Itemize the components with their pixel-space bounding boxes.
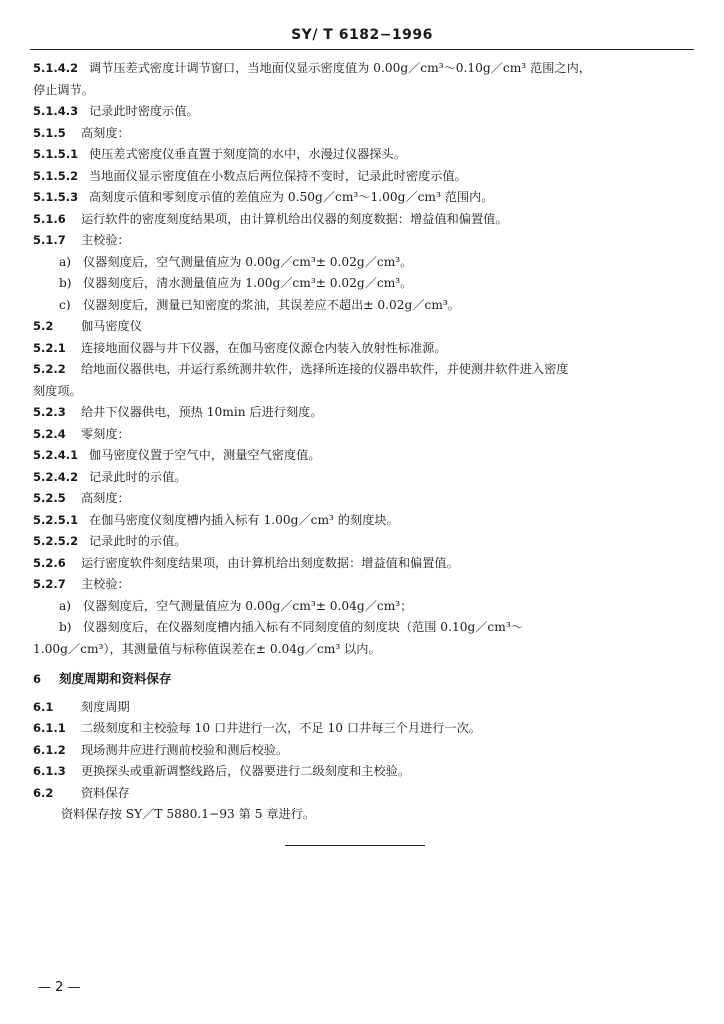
clause-number: 5.2.5	[33, 491, 66, 505]
clause-text: 仪器刻度后，空气测量值应为 0.00g／cm³± 0.04g／cm³；	[83, 598, 413, 613]
clause-line	[33, 617, 683, 639]
clause-line	[33, 123, 683, 145]
document-body	[33, 58, 683, 826]
clause-line	[33, 804, 683, 826]
clause-line	[33, 295, 683, 317]
clause-line	[33, 230, 683, 252]
standard-number-header: SY/ T 6182−1996	[291, 27, 433, 43]
clause-text: 刻度周期	[81, 699, 130, 714]
clause-number: 5.2.5.1	[33, 512, 79, 527]
clause-number: 5.2.5.2	[33, 534, 79, 548]
clause-line	[33, 718, 683, 740]
clause-text: 资料保存按 SY／T 5880.1−93 第 5 章进行。	[61, 807, 316, 821]
clause-number: 6.1.3	[33, 764, 66, 778]
clause-line	[33, 58, 683, 80]
clause-line	[33, 445, 683, 467]
clause-number: 5.2	[33, 319, 54, 333]
clause-text: 伽马密度仪置于空气中，测量空气密度值。	[89, 448, 321, 462]
clause-number: 5.2.4	[33, 426, 66, 441]
clause-text: 高刻度：	[81, 125, 130, 140]
item-letter: b)	[59, 276, 72, 290]
clause-text: 当地面仪显示密度值在小数点后两位保持不变时，记录此时密度示值。	[89, 168, 467, 183]
clause-line	[33, 338, 683, 360]
clause-text: 停止调节。	[33, 82, 94, 97]
item-letter: c)	[59, 297, 71, 312]
clause-number: 6.1.2	[33, 742, 66, 757]
clause-text: 主校验：	[81, 233, 130, 247]
section-6-number: 6	[33, 672, 42, 686]
clause-number: 5.2.3	[33, 405, 66, 419]
clause-line	[33, 488, 683, 510]
clause-line	[33, 144, 683, 166]
clause-text: 资料保存	[81, 785, 130, 800]
clause-text: 二级刻度和主校验每 10 口井进行一次，不足 10 口井每三个月进行一次。	[81, 721, 481, 735]
item-letter: a)	[59, 598, 72, 613]
clause-text: 调节压差式密度计调节窗口，当地面仪显示密度值为 0.00g／cm³～0.10g／cm³ 范围之内，	[89, 61, 591, 75]
clause-text: 给地面仪器供电，并运行系统测井软件，选择所连接的仪器串软件，并使测井软件进入密度	[81, 362, 569, 376]
clause-line	[33, 187, 683, 209]
section-6-title: 刻度周期和资料保存	[59, 671, 172, 686]
clause-line	[33, 574, 683, 596]
clause-line	[33, 740, 683, 762]
clause-text: 刻度项。	[33, 383, 82, 398]
item-letter: b)	[59, 620, 72, 634]
clause-text: 零刻度：	[81, 426, 130, 441]
clause-line	[33, 761, 683, 783]
clause-number: 5.1.5	[33, 125, 66, 140]
clause-text: 记录此时密度示值。	[89, 104, 199, 118]
clause-text: 运行密度软件刻度结果项，由计算机给出刻度数据：增益值和偏置值。	[81, 555, 459, 570]
clause-line	[33, 359, 683, 381]
clause-text: 1.00g／cm³），其测量值与标称值误差在± 0.04g／cm³ 以内。	[33, 641, 381, 656]
clause-number: 5.2.1	[33, 340, 66, 355]
clauses-section-5	[33, 58, 683, 660]
clause-number: 5.1.5.1	[33, 147, 79, 161]
clause-number: 5.2.2	[33, 362, 66, 376]
clause-number: 5.1.4.3	[33, 104, 79, 118]
clause-line	[33, 467, 683, 489]
clause-line	[33, 402, 683, 424]
clause-line	[33, 101, 683, 123]
clause-text: 更换探头或重新调整线路后，仪器要进行二级刻度和主校验。	[81, 764, 411, 778]
clause-number: 5.2.4.1	[33, 448, 79, 462]
clause-number: 5.2.6	[33, 555, 66, 570]
end-rule	[285, 845, 425, 846]
clause-line	[33, 252, 683, 274]
clause-text: 记录此时的示值。	[89, 469, 187, 484]
clause-text: 仪器刻度后，测量已知密度的浆油，其误差应不超出± 0.02g／cm³。	[83, 297, 460, 312]
clause-line	[33, 80, 683, 102]
clause-number: 5.1.7	[33, 233, 66, 247]
clause-line	[33, 510, 683, 532]
section-6-heading	[33, 668, 683, 691]
clause-text: 给井下仪器供电，预热 10min 后进行刻度。	[81, 405, 323, 419]
clause-number: 6.1	[33, 699, 54, 714]
clause-text: 现场测井应进行测前校验和测后校验。	[81, 742, 289, 757]
clause-line	[33, 273, 683, 295]
clauses-section-6	[33, 697, 683, 826]
clause-line	[33, 424, 683, 446]
clause-text: 仪器刻度后，在仪器刻度槽内插入标有不同刻度值的刻度块（范围 0.10g／cm³～	[83, 620, 523, 634]
clause-line	[33, 639, 683, 661]
clause-number: 5.1.5.3	[33, 190, 79, 204]
clause-number: 5.2.4.2	[33, 469, 79, 484]
clause-line	[33, 381, 683, 403]
clause-line	[33, 697, 683, 719]
clause-text: 运行软件的密度刻度结果项，由计算机给出仪器的刻度数据：增益值和偏置值。	[81, 211, 508, 226]
clause-line	[33, 316, 683, 338]
item-letter: a)	[59, 254, 72, 269]
clause-line	[33, 783, 683, 805]
clause-text: 高刻度示值和零刻度示值的差值应为 0.50g／cm³～1.00g／cm³ 范围内。	[89, 190, 494, 204]
page-number: — 2 —	[38, 980, 81, 995]
clause-text: 在伽马密度仪刻度槽内插入标有 1.00g／cm³ 的刻度块。	[89, 512, 399, 527]
clause-number: 5.2.7	[33, 577, 66, 591]
header-rule	[30, 49, 694, 50]
clause-number: 5.1.6	[33, 211, 66, 226]
clause-text: 主校验：	[81, 577, 130, 591]
clause-number: 6.2	[33, 785, 54, 800]
clause-text: 使压差式密度仪垂直置于刻度筒的水中，水漫过仪器探头。	[89, 147, 406, 161]
clause-line	[33, 596, 683, 618]
clause-number: 5.1.4.2	[33, 61, 79, 75]
clause-text: 仪器刻度后，清水测量值应为 1.00g／cm³± 0.02g／cm³。	[83, 276, 413, 290]
clause-number: 5.1.5.2	[33, 168, 79, 183]
clause-number: 6.1.1	[33, 721, 66, 735]
clause-line	[33, 553, 683, 575]
clause-text: 连接地面仪器与井下仪器，在伽马密度仪源仓内装入放射性标准源。	[81, 340, 447, 355]
clause-text: 仪器刻度后，空气测量值应为 0.00g／cm³± 0.02g／cm³。	[83, 254, 413, 269]
clause-line	[33, 166, 683, 188]
clause-text: 高刻度：	[81, 491, 130, 505]
clause-line	[33, 531, 683, 553]
clause-line	[33, 209, 683, 231]
clause-text: 伽马密度仪	[81, 319, 142, 333]
clause-text: 记录此时的示值。	[89, 534, 187, 548]
